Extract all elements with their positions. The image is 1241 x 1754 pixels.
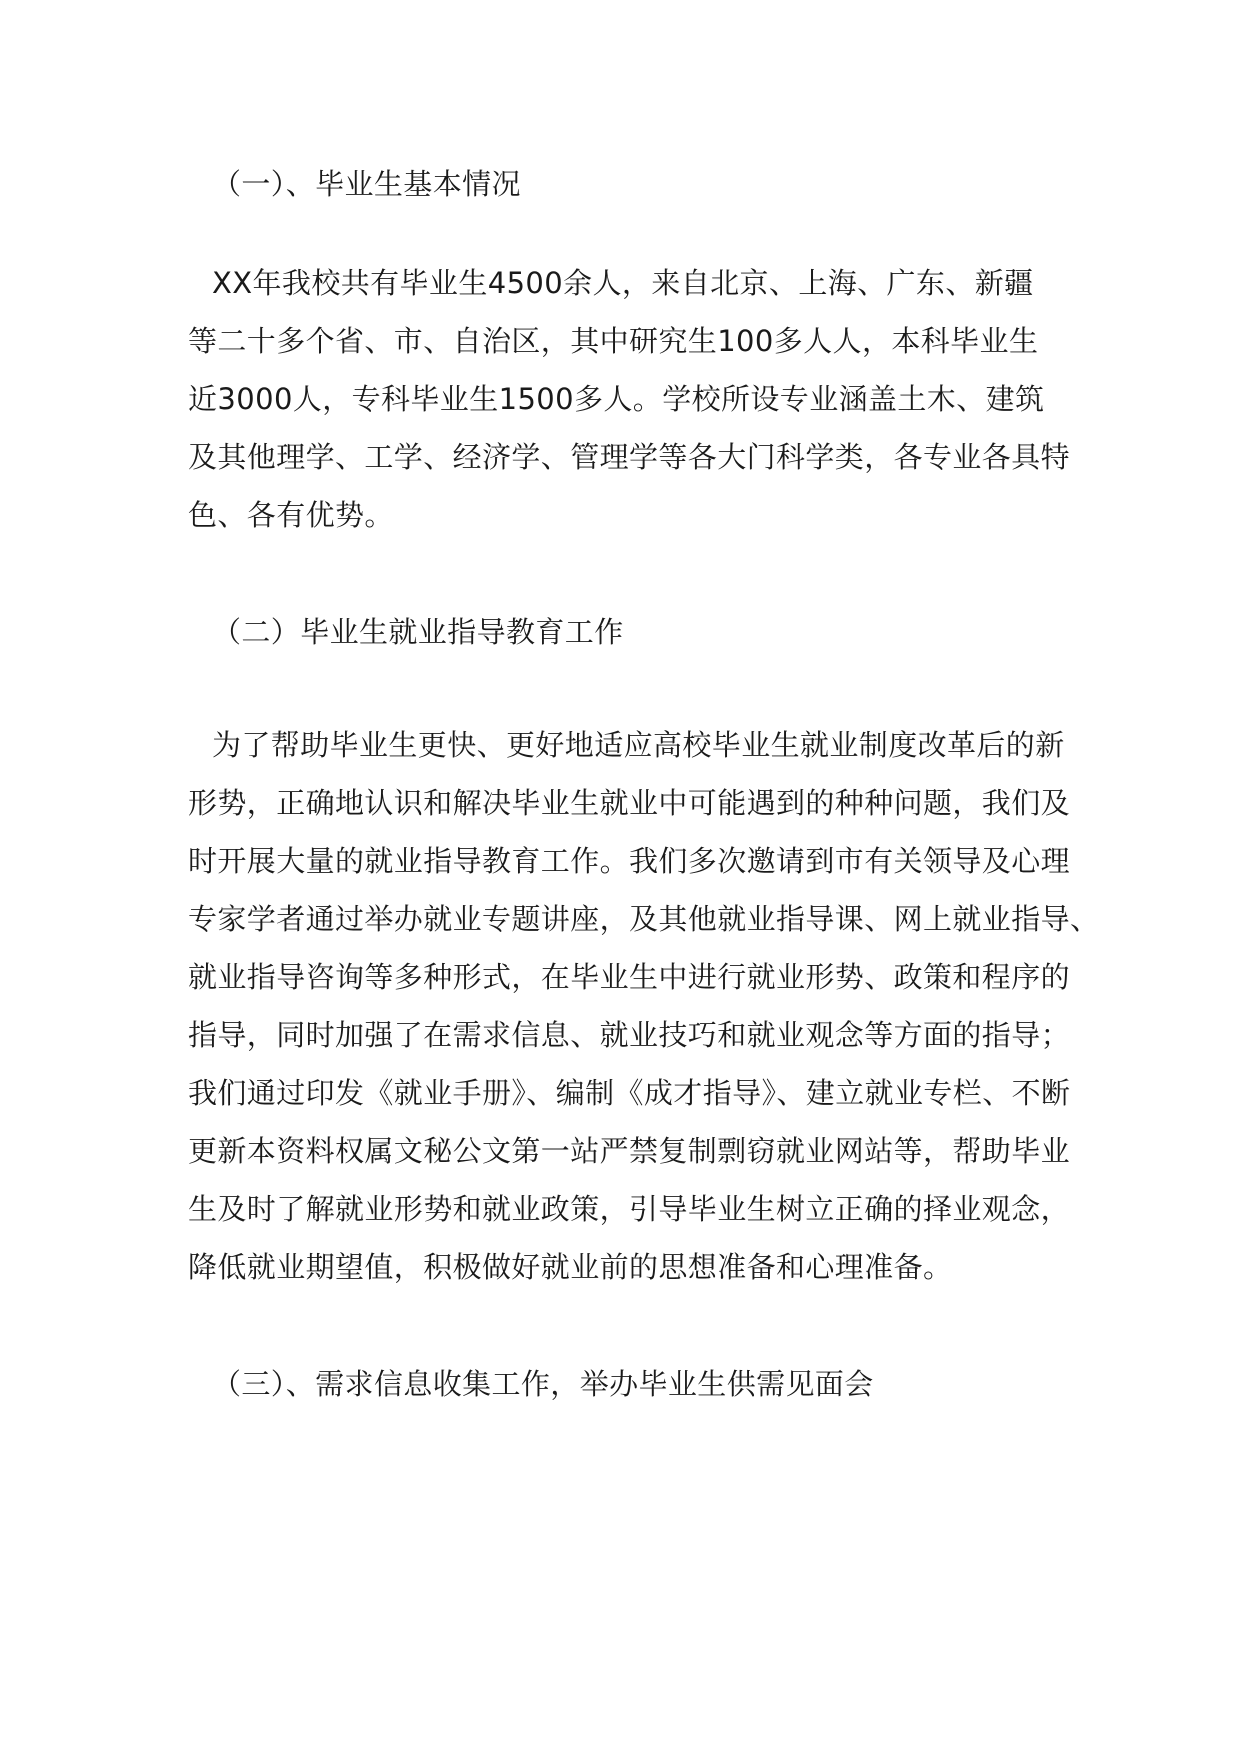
paragraph-line: 时开展大量的就业指导教育工作。我们多次邀请到市有关领导及心理 — [188, 844, 1071, 878]
section-heading-3: （三）、需求信息收集工作，举办毕业生供需见面会 — [212, 1367, 874, 1401]
paragraph-line: 我们通过印发《就业手册》、编制《成才指导》、建立就业专栏、不断 — [188, 1076, 1071, 1110]
paragraph-line: 指导，同时加强了在需求信息、就业技巧和就业观念等方面的指导； — [188, 1018, 1071, 1052]
paragraph-line: 专家学者通过举办就业专题讲座，及其他就业指导课、网上就业指导、 — [188, 902, 1100, 936]
paragraph-line: 降低就业期望值，积极做好就业前的思想准备和心理准备。 — [188, 1250, 953, 1284]
paragraph-line: 色、各有优势。 — [188, 498, 394, 532]
paragraph-line: 及其他理学、工学、经济学、管理学等各大门科学类，各专业各具特 — [188, 440, 1071, 474]
paragraph-line: 就业指导咨询等多种形式，在毕业生中进行就业形势、政策和程序的 — [188, 960, 1071, 994]
paragraph-line: 形势，正确地认识和解决毕业生就业中可能遇到的种种问题，我们及 — [188, 786, 1071, 820]
section-heading-2: （二）毕业生就业指导教育工作 — [212, 615, 624, 649]
paragraph-line: 近3000人，专科毕业生1500多人。学校所设专业涵盖土木、建筑 — [188, 382, 1045, 416]
paragraph-line: 等二十多个省、市、自治区，其中研究生100多人人，本科毕业生 — [188, 324, 1039, 358]
section-heading-1: （一）、毕业生基本情况 — [212, 167, 521, 201]
paragraph-line: 更新本资料权属文秘公文第一站严禁复制剽窃就业网站等，帮助毕业 — [188, 1134, 1071, 1168]
paragraph-line: 生及时了解就业形势和就业政策，引导毕业生树立正确的择业观念， — [188, 1192, 1071, 1226]
paragraph-line: XX年我校共有毕业生4500余人，来自北京、上海、广东、新疆 — [212, 266, 1034, 300]
paragraph-line: 为了帮助毕业生更快、更好地适应高校毕业生就业制度改革后的新 — [212, 728, 1065, 762]
